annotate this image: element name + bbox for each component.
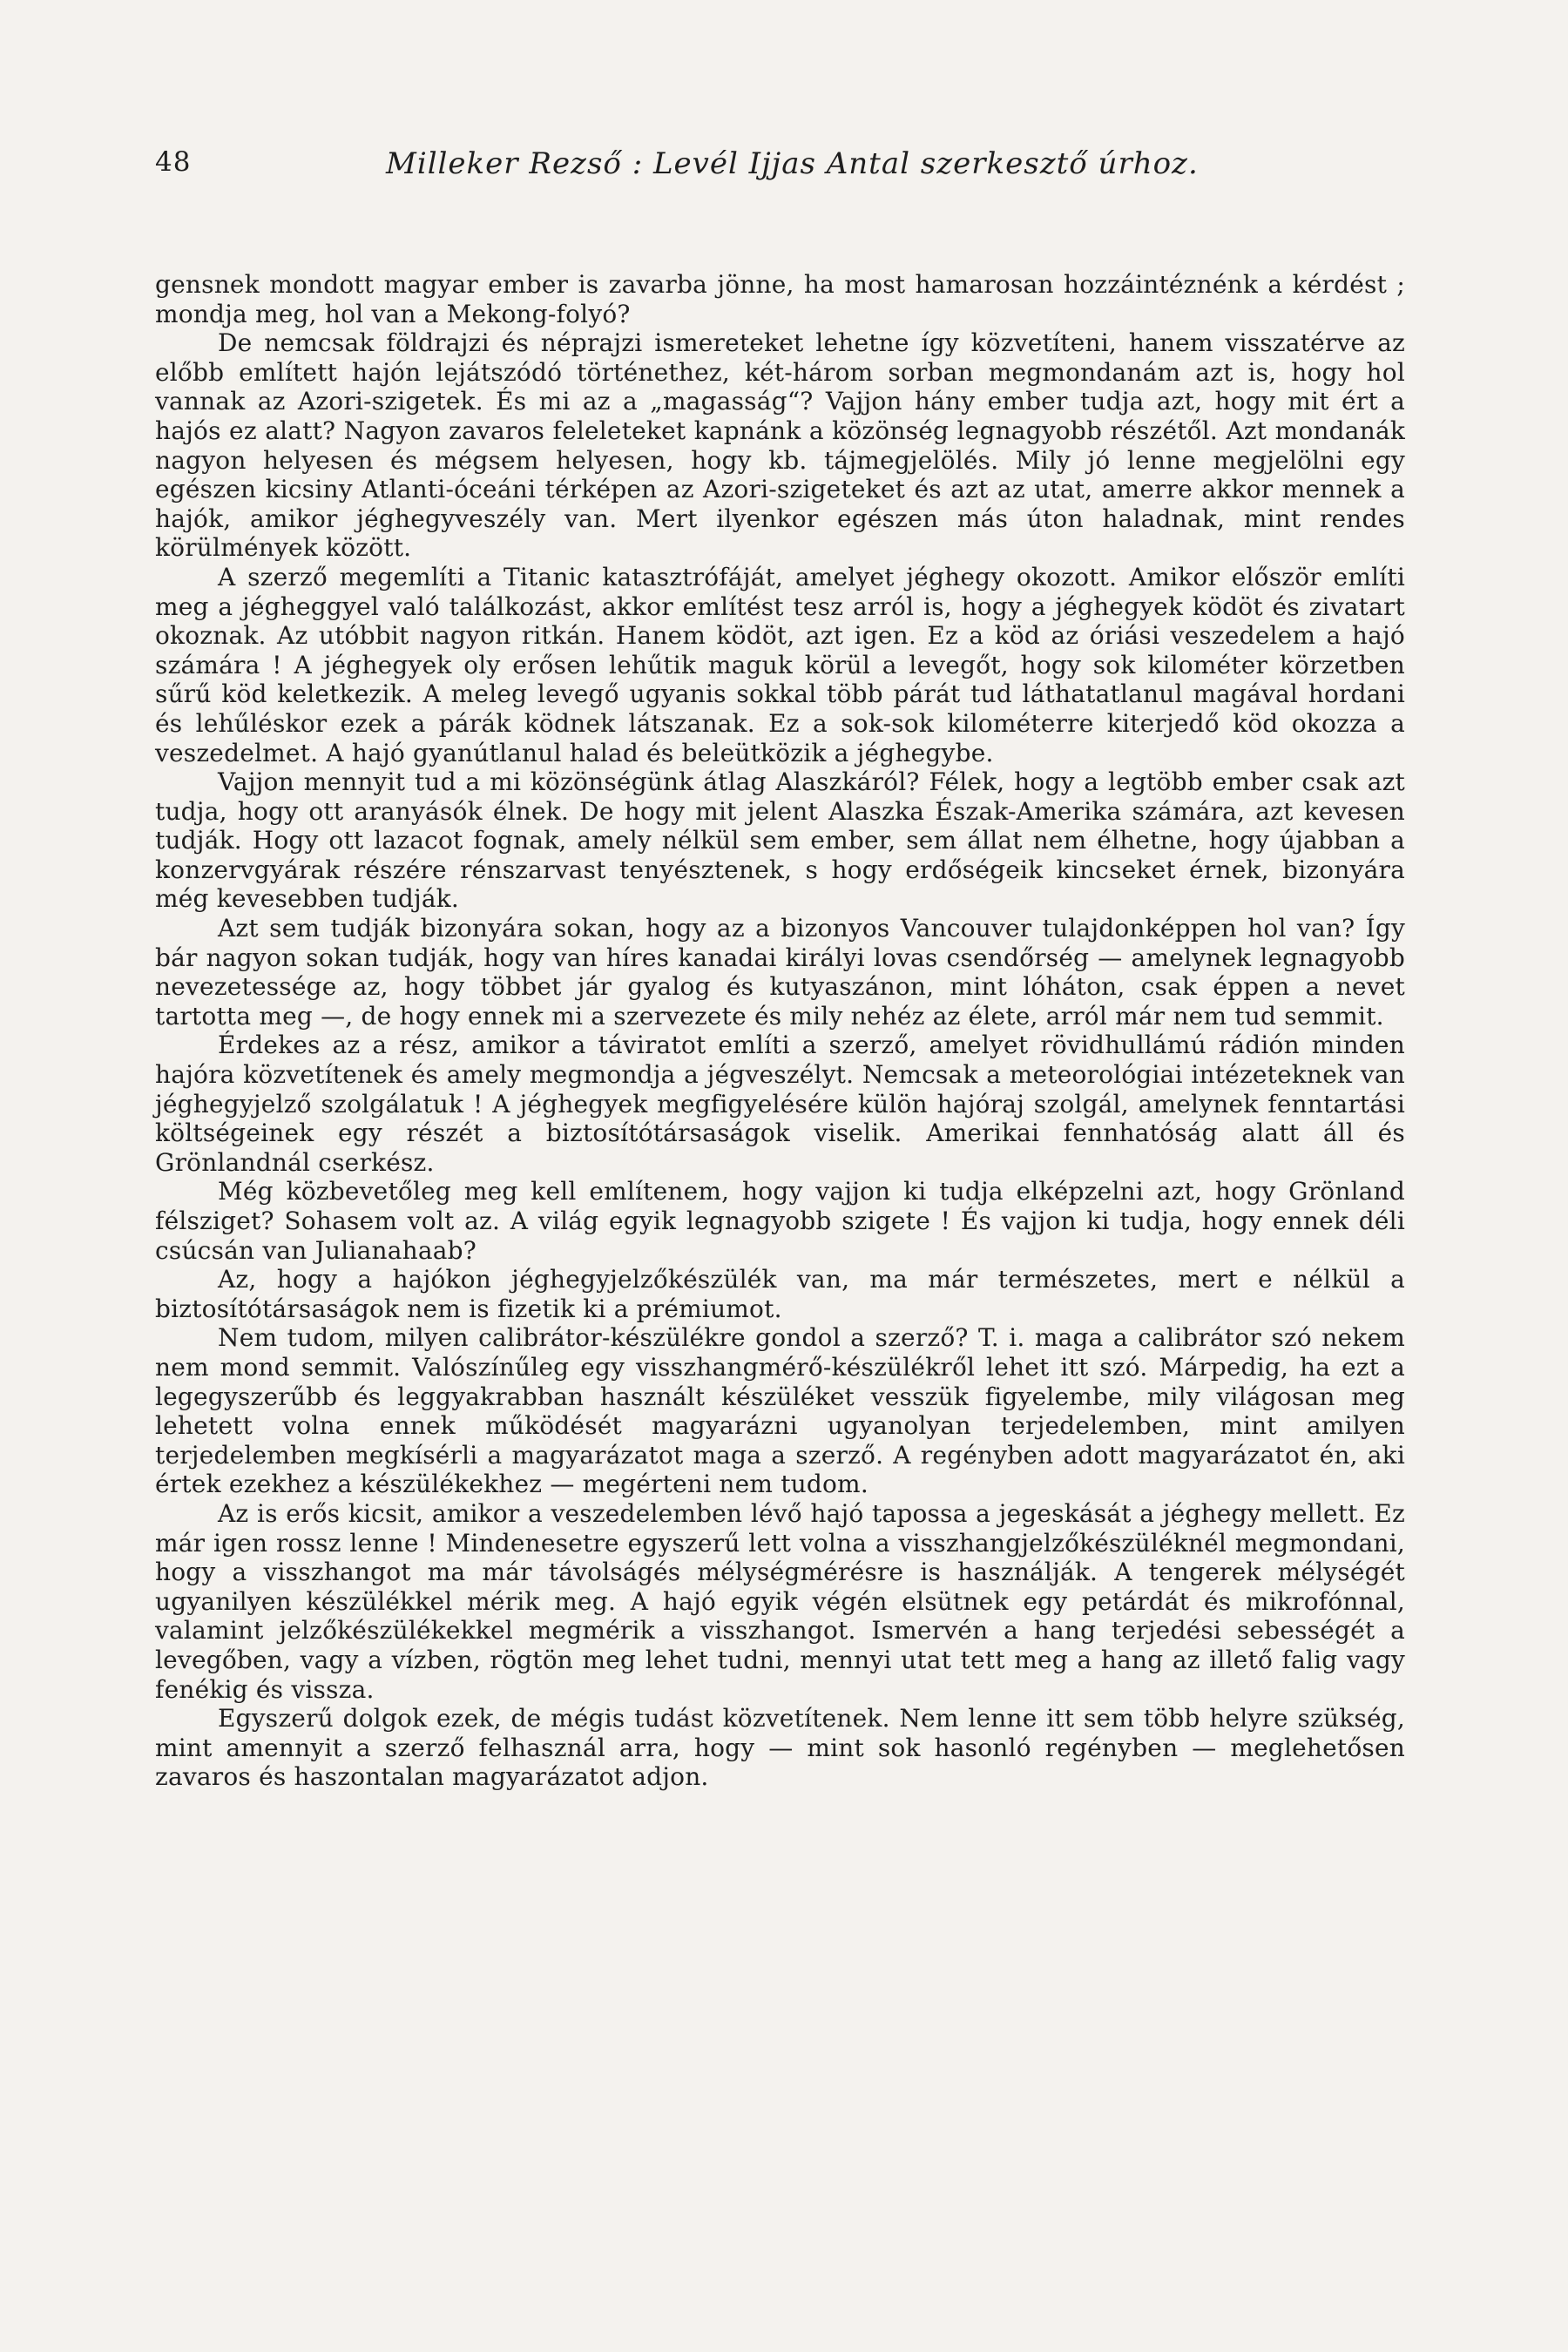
paragraph: A szerző megemlíti a Titanic katasztrófáját, amelyet jéghegy okozott. Amikor először említi meg a jégheggyel való találkozást, akkor említést tesz arról is, hogy a jéghegyek ködöt és zivatart okoznak. Az utóbbit nagyon ritkán. Hanem ködöt, azt igen. Ez a köd az óriási veszedelem a hajó számára ! A jéghegyek oly erősen lehűtik maguk körül a levegőt, hogy sok kilométer körzetben sűrű köd keletkezik. A meleg levegő ugyanis sokkal több párát tud láthatatlanul magával hordani és lehűléskor ezek a párák ködnek látszanak. Ez a sok-sok kilométerre kiterjedő köd okozza a veszedelmet. A hajó gyanútlanul halad és beleütközik a jéghegybe. xyxy=(155,562,1405,767)
paragraph: Még közbevetőleg meg kell említenem, hogy vajjon ki tudja elképzelni azt, hogy Grönland félsziget? Sohasem volt az. A világ egyik legnagyobb szigete ! És vajjon ki tudja, hogy ennek déli csúcsán van Julianahaab? xyxy=(155,1177,1405,1265)
paragraph: Az, hogy a hajókon jéghegyjelzőkészülék van, ma már természetes, mert e nélkül a biztosítótársaságok nem is fizetik ki a prémiumot. xyxy=(155,1265,1405,1323)
paragraph: Érdekes az a rész, amikor a táviratot említi a szerző, amelyet rövidhullámú rádión minden hajóra közvetítenek és amely megmondja a jégveszélyt. Nemcsak a meteorológiai intézeteknek van jéghegyjelző szolgálatuk ! A jéghegyek megfigyelésére külön hajóraj szolgál, amelynek fenntartási költségeinek egy részét a biztosítótársaságok viselik. Amerikai fennhatóság alatt áll és Grönlandnál cserkész. xyxy=(155,1031,1405,1177)
running-head: Milleker Rezső : Levél Ijjas Antal szerkesztő úrhoz. xyxy=(386,146,1199,181)
paragraph: De nemcsak földrajzi és néprajzi ismereteket lehetne így közvetíteni, hanem visszatérve az előbb említett hajón lejátszódó történethez, két-három sorban megmondanám azt is, hogy hol vannak az Azori-szigetek. És mi az a „magasság“? Vajjon hány ember tudja azt, hogy mit ért a hajós ez alatt? Nagyon zavaros feleleteket kapnánk a közönség legnagyobb részétől. Azt mondanák nagyon helyesen és mégsem helyesen, hogy kb. tájmegjelölés. Mily jó lenne megjelölni egy egészen kicsiny Atlanti-óceáni térképen az Azori-szigeteket és azt az utat, amerre akkor mennek a hajók, amikor jéghegyveszély van. Mert ilyenkor egészen más úton haladnak, mint rendes körülmények között. xyxy=(155,328,1405,563)
paragraph: gensnek mondott magyar ember is zavarba jönne, ha most hamarosan hozzáintéznénk a kérdést ; mondja meg, hol van a Mekong-folyó? xyxy=(155,270,1405,328)
paragraph: Azt sem tudják bizonyára sokan, hogy az a bizonyos Vancouver tulajdonképpen hol van? Így bár nagyon sokan tudják, hogy van híres kanadai királyi lovas csendőrség — amelynek legnagyobb nevezetessége az, hogy többet jár gyalog és kutyaszánon, mint lóháton, csak éppen a nevet tartotta meg —, de hogy ennek mi a szervezete és mily nehéz az élete, arról már nem tud semmit. xyxy=(155,914,1405,1031)
paragraph: Nem tudom, milyen calibrátor-készülékre gondol a szerző? T. i. maga a calibrátor szó nekem nem mond semmit. Valószínűleg egy visszhangmérő-készülékről lehet itt szó. Márpedig, ha ezt a legegyszerűbb és leggyakrabban használt készüléket vesszük figyelembe, mily világosan meg lehetett volna ennek működését magyarázni ugyanolyan terjedelemben, mint amilyen terjedelemben megkísérli a magyarázatot maga a szerző. A regényben adott magyarázatot én, aki értek ezekhez a készülékekhez — megérteni nem tudom. xyxy=(155,1323,1405,1499)
paragraph: Az is erős kicsit, amikor a veszedelemben lévő hajó tapossa a jegeskását a jéghegy mellett. Ez már igen rossz lenne ! Mindenesetre egyszerű lett volna a visszhangjelzőkészüléknél megmondani, hogy a visszhangot ma már távolságés mélységmérésre is használják. A tengerek mélységét ugyanilyen készülékkel mérik meg. A hajó egyik végén elsütnek egy petárdát és mikrofónnal, valamint jelzőkészülékekkel megmérik a visszhangot. Ismervén a hang terjedési sebességét a levegőben, vagy a vízben, rögtön meg lehet tudni, mennyi utat tett meg a hang az illető falig vagy fenékig és vissza. xyxy=(155,1498,1405,1704)
paragraph: Egyszerű dolgok ezek, de mégis tudást közvetítenek. Nem lenne itt sem több helyre szükség, mint amennyit a szerző felhasznál arra, hogy — mint sok hasonló regényben — meglehetősen zavaros és haszontalan magyarázatot adjon. xyxy=(155,1704,1405,1792)
page-number: 48 xyxy=(155,146,192,178)
body-text xyxy=(155,270,1405,1792)
paragraph: Vajjon mennyit tud a mi közönségünk átlag Alaszkáról? Félek, hogy a legtöbb ember csak azt tudja, hogy ott aranyásók élnek. De hogy mit jelent Alaszka Észak-Amerika számára, azt kevesen tudják. Hogy ott lazacot fognak, amely nélkül sem ember, sem állat nem élhetne, hogy újabban a konzervgyárak részére rénszarvast tenyésztenek, s hogy erdőségeik kincseket érnek, bizonyára még kevesebben tudják. xyxy=(155,767,1405,914)
page-header xyxy=(155,146,1409,190)
